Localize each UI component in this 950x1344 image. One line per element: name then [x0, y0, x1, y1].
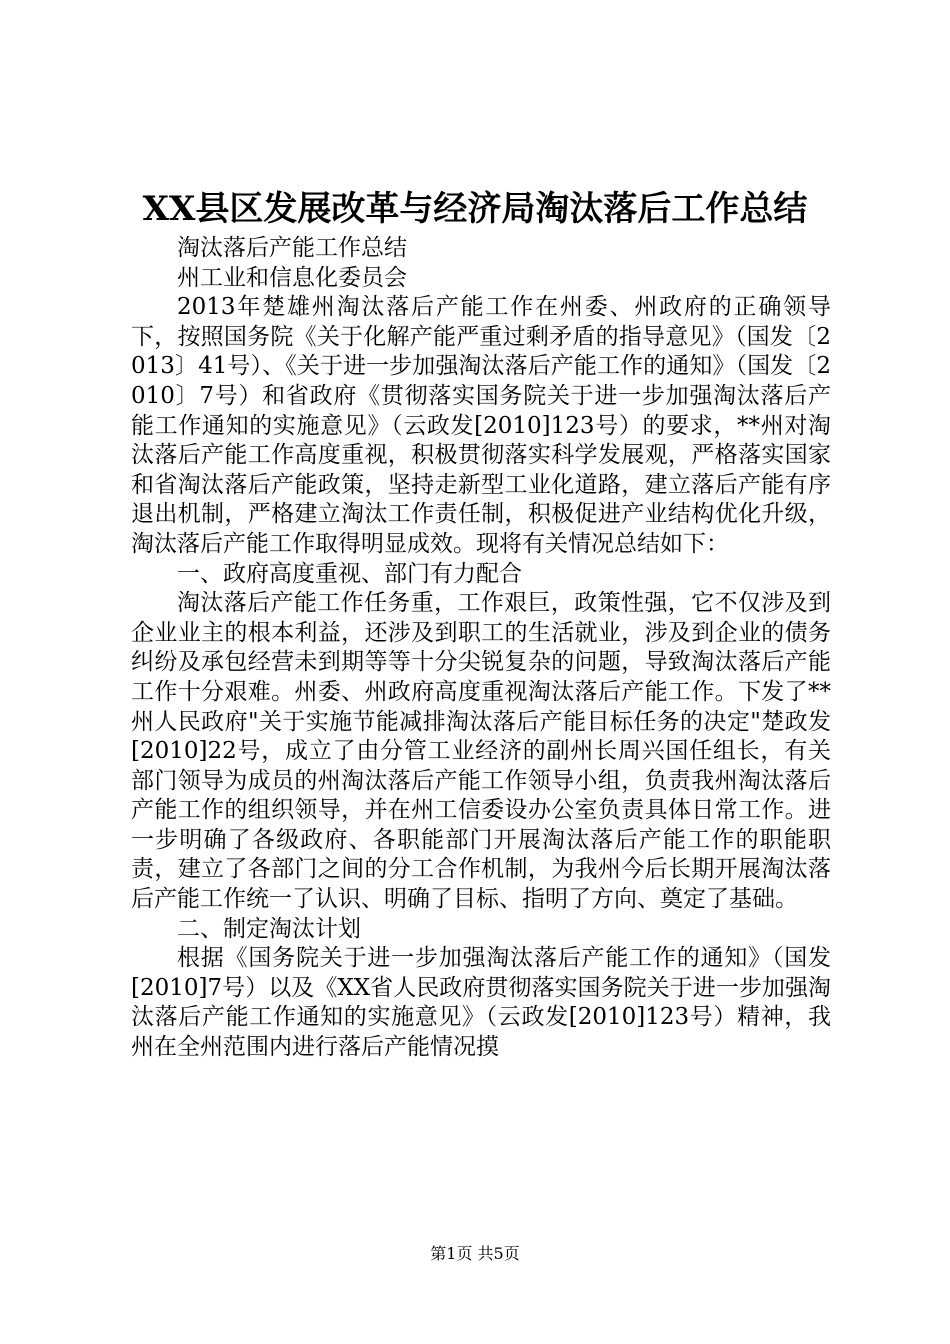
section-heading-2: 二、制定淘汰计划	[177, 915, 361, 942]
section-heading-1: 一、政府高度重视、部门有力配合	[177, 560, 522, 587]
page-footer: 第1页 共5页	[430, 1244, 520, 1263]
document-title: XX县区发展改革与经济局淘汰落后工作总结	[142, 189, 808, 229]
section-1-paragraph: 淘汰落后产能工作任务重，工作艰巨，政策性强，它不仅涉及到企业业主的根本利益，还涉及到职工的生活就业，涉及到企业的债务纠纷及承包经营未到期等等十分尖锐复杂的问题，导致淘汰落后产能工作十分艰难。州委、州政府高度重视淘汰落后产能工作。下发了**州人民政府"关于实施节能减排淘汰落后产能目标任务的决定"楚政发[2010]22号，成立了由分管工业经济的副州长周兴国任组长，有关部门领导为成员的州淘汰落后产能工作领导小组，负责我州淘汰落后产能工作的组织领导，并在州工信委设办公室负责具体日常工作。进一步明确了各级政府、各职能部门开展淘汰落后产能工作的职能职责，建立了各部门之间的分工合作机制，为我州今后长期开展淘汰落后产能工作统一了认识、明确了目标、指明了方向、奠定了基础。	[131, 590, 831, 913]
section-2-paragraph: 根据《国务院关于进一步加强淘汰落后产能工作的通知》（国发[2010]7号）以及《XX省人民政府贯彻落实国务院关于进一步加强淘汰落后产能工作通知的实施意见》（云政发[2010]123号）精神，我州在全州范围内进行落后产能情况摸	[131, 945, 831, 1061]
intro-paragraph: 2013年楚雄州淘汰落后产能工作在州委、州政府的正确领导下，按照国务院《关于化解产能严重过剩矛盾的指导意见》（国发〔2013〕41号）、《关于进一步加强淘汰落后产能工作的通知》（国发〔2010〕7号）和省政府《贯彻落实国务院关于进一步加强淘汰落后产能工作通知的实施意见》（云政发[2010]123号）的要求，**州对淘汰落后产能工作高度重视，积极贯彻落实科学发展观，严格落实国家和省淘汰落后产能政策，坚持走新型工业化道路，建立落后产能有序退出机制，严格建立淘汰工作责任制，积极促进产业结构优化升级，淘汰落后产能工作取得明显成效。现将有关情况总结如下：	[131, 294, 831, 557]
subtitle-paragraph: 淘汰落后产能工作总结	[177, 235, 407, 261]
document-body	[131, 234, 831, 1063]
author-paragraph: 州工业和信息化委员会	[177, 264, 407, 291]
